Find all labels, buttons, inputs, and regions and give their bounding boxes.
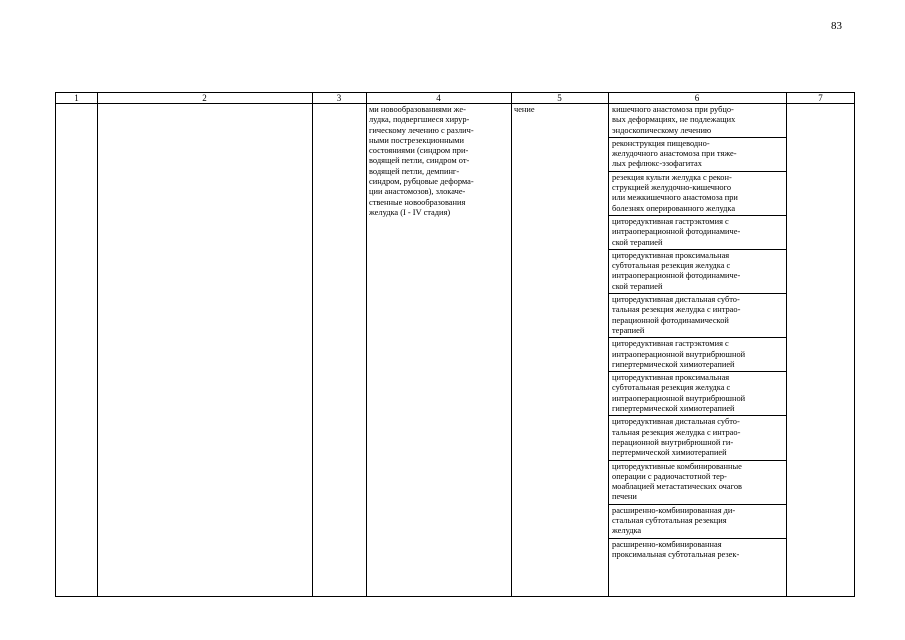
- procedure-line: циторедуктивная гастрэктомия с: [612, 339, 729, 349]
- procedure-line: гипертермической химиотерапией: [612, 404, 735, 414]
- diagnosis-line: ции анастомозов), злокаче-: [369, 187, 466, 197]
- procedure-line: расширенно-комбинированная: [612, 539, 722, 549]
- column-header-1: 1: [74, 93, 79, 103]
- procedure-line: моаблацией метастатических очагов: [612, 482, 742, 492]
- column-divider: [312, 93, 313, 596]
- diagnosis-line: ными пострезекционными: [369, 135, 464, 145]
- procedure-item: [612, 173, 787, 214]
- procedure-line: лых рефлюкс-эзофагитах: [612, 159, 702, 169]
- procedure-line: стальная субтотальная резекция: [612, 516, 727, 526]
- procedure-line: субтотальная резекция желудка с: [612, 261, 731, 271]
- procedure-separator: [609, 538, 786, 539]
- column-header-6: 6: [694, 93, 700, 103]
- procedure-line: ской терапией: [612, 281, 663, 291]
- procedure-line: пертермической химиотерапией: [612, 448, 727, 458]
- diagnosis-line: желудка (I - IV стадия): [369, 207, 451, 217]
- procedure-item: [612, 506, 787, 537]
- treatment-type-cell: чение: [514, 105, 535, 114]
- procedure-line: перационной внутрибрюшной ги-: [612, 437, 734, 447]
- procedure-line: интраоперационной внутрибрюшной: [612, 393, 746, 403]
- procedure-line: печени: [612, 492, 637, 502]
- diagnosis-line: гическому лечению с различ-: [369, 125, 474, 135]
- column-header-2: 2: [202, 93, 207, 103]
- procedure-line: тальная резекция желудка с интрао-: [612, 427, 741, 437]
- procedure-item: [612, 417, 787, 458]
- procedure-item: [612, 462, 787, 503]
- procedure-separator: [609, 504, 786, 505]
- column-header-4: 4: [436, 93, 441, 103]
- procedure-line: субтотальная резекция желудка с: [612, 383, 731, 393]
- procedure-line: перационной фотодинамической: [612, 315, 729, 325]
- procedure-line: струкцией желудочно-кишечного: [612, 183, 732, 193]
- procedure-line: циторедуктивные комбинированные: [612, 461, 742, 471]
- procedure-separator: [609, 460, 786, 461]
- procedure-line: расширенно-комбинированная ди-: [612, 505, 736, 515]
- column-divider: [511, 93, 512, 596]
- procedure-line: эндоскопическому лечению: [612, 125, 712, 135]
- procedure-separator: [609, 415, 786, 416]
- procedure-item: [612, 540, 787, 561]
- header-divider: [56, 103, 854, 104]
- procedure-item: [612, 105, 787, 136]
- diagnosis-cell: [369, 105, 509, 218]
- procedure-separator: [609, 215, 786, 216]
- procedure-separator: [609, 371, 786, 372]
- procedure-separator: [609, 337, 786, 338]
- procedure-line: кишечного анастомоза при рубцо-: [612, 105, 734, 114]
- column-header-5: 5: [557, 93, 562, 103]
- procedure-item: [612, 339, 787, 370]
- procedure-separator: [609, 171, 786, 172]
- procedure-line: интраоперационной внутрибрюшной: [612, 349, 746, 359]
- procedure-line: циторедуктивная проксимальная: [612, 373, 730, 383]
- diagnosis-line: состояниями (синдром при-: [369, 146, 469, 156]
- diagnosis-line: синдром, рубцовые деформа-: [369, 177, 474, 187]
- diagnosis-line: водящей петли, синдром от-: [369, 156, 470, 166]
- procedures-table: [55, 92, 855, 597]
- procedure-line: гипертермической химиотерапией: [612, 359, 735, 369]
- procedure-item: [612, 217, 787, 248]
- procedure-line: желудка: [612, 526, 642, 536]
- diagnosis-line: ственные новообразования: [369, 197, 466, 207]
- procedure-line: операции с радиочастотной тер-: [612, 471, 727, 481]
- procedure-line: циторедуктивная дистальная субто-: [612, 417, 740, 427]
- procedure-line: терапией: [612, 325, 645, 335]
- procedure-line: тальная резекция желудка с интрао-: [612, 305, 741, 315]
- column-divider: [608, 93, 609, 596]
- procedure-line: циторедуктивная гастрэктомия с: [612, 217, 729, 226]
- procedure-item: [612, 295, 787, 336]
- column-header-3: 3: [336, 93, 342, 103]
- procedure-item: [612, 139, 787, 170]
- procedure-line: циторедуктивная проксимальная: [612, 250, 730, 260]
- column-divider: [366, 93, 367, 596]
- procedure-line: болезнях оперированного желудка: [612, 203, 736, 213]
- procedure-line: интраоперационной фотодинамиче-: [612, 227, 741, 237]
- procedure-line: желудочного анастомоза при тяже-: [612, 149, 737, 159]
- column-header-7: 7: [818, 93, 823, 103]
- procedure-separator: [609, 293, 786, 294]
- diagnosis-line: лудка, подвергшиеся хирур-: [369, 115, 470, 125]
- procedure-item: [612, 251, 787, 292]
- procedure-line: интраоперационной фотодинамиче-: [612, 271, 741, 281]
- column-divider: [97, 93, 98, 596]
- page-number: 83: [831, 20, 842, 32]
- procedure-line: ской терапией: [612, 237, 663, 247]
- procedure-item: [612, 373, 787, 414]
- procedure-line: циторедуктивная дистальная субто-: [612, 295, 740, 305]
- procedure-line: или межкишечного анастомоза при: [612, 193, 738, 203]
- procedure-separator: [609, 137, 786, 138]
- diagnosis-line: водящей петли, демпинг-: [369, 166, 460, 176]
- procedure-line: резекция культи желудка с рекон-: [612, 172, 732, 182]
- procedure-line: реконструкция пищеводно-: [612, 138, 710, 148]
- procedure-line: проксимальная субтотальная резек-: [612, 549, 740, 559]
- procedure-separator: [609, 249, 786, 250]
- diagnosis-line: ми новообразованиями же-: [369, 105, 466, 114]
- procedure-line: вых деформациях, не подлежащих: [612, 115, 736, 125]
